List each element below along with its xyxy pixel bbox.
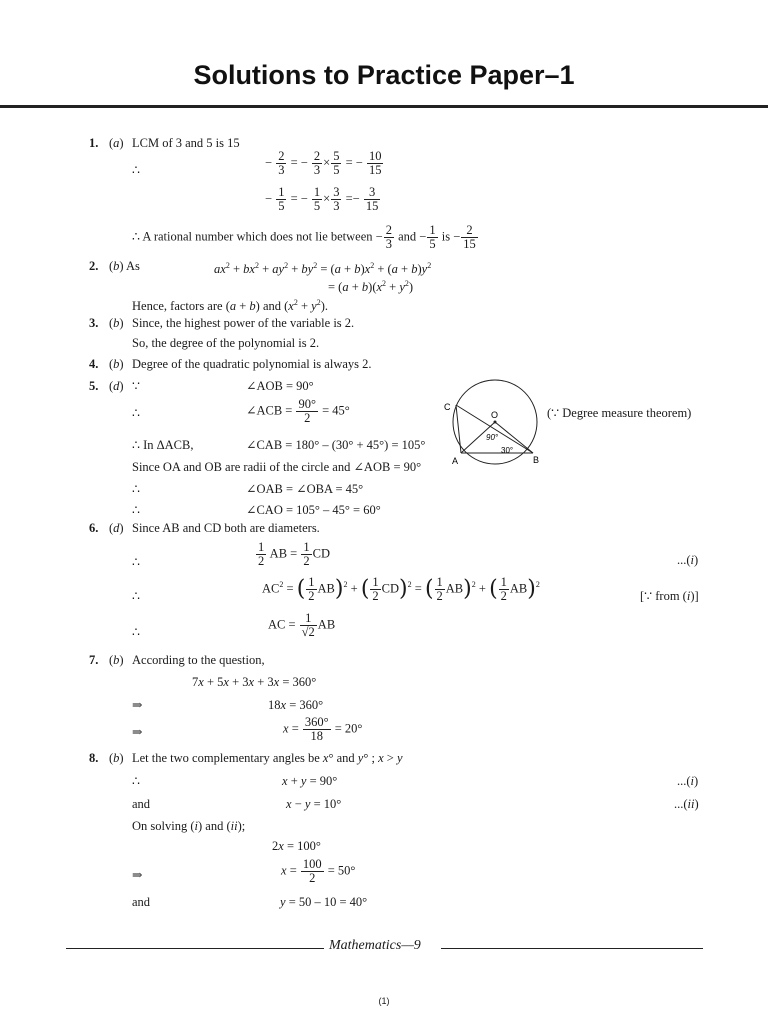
label-b: B <box>533 455 540 465</box>
therefore-symbol: ∴ <box>132 625 140 639</box>
q5-since: Since OA and OB are radii of the circle and ∠AOB = 90° <box>132 460 422 474</box>
q6-option: (d) <box>109 521 124 535</box>
q5-reason: (∵ Degree measure theorem) <box>547 406 692 420</box>
title-rule <box>0 105 768 108</box>
therefore-symbol: ∴ <box>132 482 140 496</box>
q8-eq5: y = 50 – 10 = 40° <box>280 895 368 909</box>
q8-eq1: x + y = 90° <box>282 774 338 788</box>
implies-symbol: ⇒ <box>132 725 143 739</box>
q6-ref1: ...(i) <box>677 553 699 567</box>
footer-rule-left <box>66 948 324 949</box>
q3-line2: So, the degree of the polynomial is 2. <box>132 336 320 350</box>
q6-eq1: $\frac{1}{2}$ AB = $\frac{1}{2}$ CD <box>258 540 330 568</box>
q4-option: (b) <box>109 357 124 371</box>
implies-symbol: ⇒ <box>132 698 143 712</box>
q5-in-acb: ∴ In ΔACB, <box>132 438 194 452</box>
q8-eq2: x − y = 10° <box>286 797 342 811</box>
q7-eq3: x = $\frac{360^\circ}{18}$ = 20° <box>283 715 363 743</box>
q3-line1: Since, the highest power of the variable is 2. <box>132 316 355 330</box>
q2-eq1: $ax^2 + bx^2 + ay^2 + by^2 = (a + b)x^2 + (a + b)y^2$ <box>214 261 432 277</box>
q8-eq3: 2x = 100° <box>272 839 321 853</box>
label-o: O <box>491 410 499 420</box>
q3-option: (b) <box>109 316 124 330</box>
q5-cao: ∠CAO = 105° – 45° = 60° <box>246 503 381 517</box>
q8-ref1: ...(i) <box>677 774 699 788</box>
footer-rule-right <box>441 948 703 949</box>
q8-solving: On solving (i) and (ii); <box>132 819 246 833</box>
implies-symbol: ⇒ <box>132 868 143 882</box>
therefore-symbol: ∴ <box>132 774 140 788</box>
q1-eq2: − $\frac{1}{5}$ = − $\frac{1}{5}$ × $\frac{3}{3}$ =− $\frac{3}{15}$ <box>265 185 379 213</box>
q2-option: (b) As <box>109 259 140 273</box>
page-title: Solutions to Practice Paper–1 <box>193 60 575 90</box>
q7-number: 7. <box>89 653 99 667</box>
q1-line1: LCM of 3 and 5 is 15 <box>132 136 240 150</box>
q8-eq4: x = $\frac{100}{2}$ = 50° <box>281 857 356 885</box>
q8-and: and <box>132 895 151 909</box>
label-a: A <box>452 456 459 466</box>
therefore-symbol: ∴ <box>132 555 140 569</box>
footer-title: Mathematics—9 <box>329 938 421 953</box>
therefore-symbol: ∴ <box>132 163 140 177</box>
q1-number: 1. <box>89 136 99 150</box>
q5-number: 5. <box>89 379 99 393</box>
q7-eq2: 18x = 360° <box>268 698 324 712</box>
q3-number: 3. <box>89 316 99 330</box>
q6-eq2: $AC^2$ = ( $\frac{1}{2}$ AB)$^2$ + ( $\frac{1}{2}$ CD)$^2$ = ( $\frac{1}{2}$ AB)$^2$ + ( $\frac{1}{2}$ AB)$^2$ <box>262 575 540 603</box>
q5-option: (d) <box>109 379 124 393</box>
therefore-symbol: ∴ <box>132 503 140 517</box>
q7-line1: According to the question, <box>132 653 265 667</box>
q7-option: (b) <box>109 653 124 667</box>
q2-eq2: = $(a + b)(x^2 + y^2)$ <box>328 279 414 295</box>
q6-line1: Since AB and CD both are diameters. <box>132 521 320 535</box>
page-number: (1) <box>378 996 390 1006</box>
q8-and: and <box>132 797 151 811</box>
q1-option: (a) <box>109 136 124 150</box>
q4-line1: Degree of the quadratic polynomial is always 2. <box>132 357 372 371</box>
q8-option: (b) <box>109 751 124 765</box>
q5-cab: ∠CAB = 180° – (30° + 45°) = 105° <box>246 438 426 452</box>
label-c: C <box>444 402 451 412</box>
q1-eq1: − $\frac{2}{3}$ = − $\frac{2}{3}$ × $\frac{5}{5}$ = − $\frac{10}{15}$ <box>265 149 382 177</box>
q8-ref2: ...(ii) <box>674 797 699 811</box>
q6-number: 6. <box>89 521 99 535</box>
q5-acb: ∠ACB = $\frac{90^\circ}{2}$ = 45° <box>246 397 350 425</box>
therefore-symbol: ∴ <box>132 406 140 420</box>
q7-eq1: 7x + 5x + 3x + 3x = 360° <box>192 675 317 689</box>
label-angle-90: 90° <box>486 433 499 442</box>
chord-ca <box>456 405 461 453</box>
q5-oab: ∠OAB = ∠OBA = 45° <box>246 482 364 496</box>
q8-number: 8. <box>89 751 99 765</box>
q4-number: 4. <box>89 357 99 371</box>
q8-line1: Let the two complementary angles be x° and y° ; x > y <box>132 751 403 765</box>
q6-ref2: [∵ from (i)] <box>640 589 699 603</box>
q5-aob: ∠AOB = 90° <box>246 379 314 393</box>
label-angle-30: 30° <box>501 446 514 455</box>
center-point <box>494 421 497 424</box>
therefore-symbol: ∴ <box>132 589 140 603</box>
q1-conclusion: ∴ A rational number which does not lie between − $\frac{2}{3}$ and − $\frac{1}{5}$ is − $\frac{2}{15}$ <box>132 223 476 251</box>
circle-diagram <box>440 378 548 468</box>
q2-number: 2. <box>89 259 99 273</box>
because-symbol: ∵ <box>132 379 140 393</box>
q6-eq3: AC = $\frac{1}{√2}$ AB <box>268 611 336 639</box>
q2-hence: Hence, factors are (a + b) and $(x^2 + y^2)$. <box>132 298 329 314</box>
